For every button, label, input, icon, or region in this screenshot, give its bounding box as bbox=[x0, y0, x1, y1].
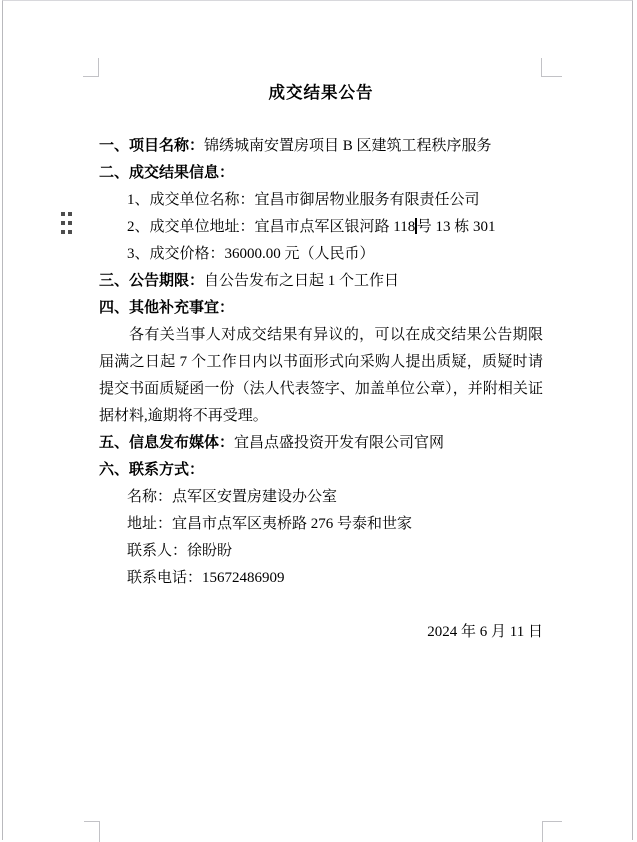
grip-dot bbox=[61, 230, 65, 234]
announcement-period-text: 自公告发布之日起 1 个工作日 bbox=[204, 273, 400, 289]
contact-address-line[interactable]: 地址：宜昌市点军区夷桥路 276 号泰和世家 bbox=[127, 516, 413, 532]
grip-dot bbox=[68, 230, 72, 234]
contact-label: 六、联系方式： bbox=[99, 462, 205, 478]
margin-crop-mark-top-left bbox=[83, 58, 99, 77]
document-text-area[interactable] bbox=[99, 79, 543, 646]
media-line[interactable] bbox=[99, 430, 543, 457]
project-name-label: 一、项目名称： bbox=[99, 138, 205, 154]
grip-dot bbox=[61, 212, 65, 216]
project-name-line[interactable] bbox=[99, 133, 543, 160]
contact-name-line[interactable]: 名称：点军区安置房建设办公室 bbox=[127, 489, 338, 505]
paragraph-drag-handle-icon[interactable] bbox=[61, 212, 72, 234]
address-text-before-cursor: 2、成交单位地址：宜昌市点军区银河路 118 bbox=[127, 219, 416, 235]
media-label: 五、信息发布媒体： bbox=[99, 435, 235, 451]
supplement-heading[interactable] bbox=[99, 295, 543, 322]
grip-dot bbox=[68, 221, 72, 225]
winner-address-line[interactable] bbox=[99, 214, 543, 241]
date-line[interactable]: 2024 年 6 月 11 日 bbox=[427, 624, 543, 640]
document-page[interactable] bbox=[2, 0, 633, 840]
supplement-label: 四、其他补充事宜： bbox=[99, 300, 235, 316]
contact-person-line[interactable]: 联系人：徐盼盼 bbox=[127, 543, 233, 559]
grip-dot bbox=[61, 221, 65, 225]
supplement-paragraph[interactable]: 各有关当事人对成交结果有异议的，可以在成交结果公告期限届满之日起 7 个工作日内以书面形式向采购人提出质疑，质疑时请提交书面质疑函一份（法人代表签字、加盖单位公章），并附相关证据材料,逾期将不再受理。 bbox=[99, 327, 543, 424]
price-line[interactable]: 3、成交价格：36000.00 元（人民币） bbox=[127, 246, 375, 262]
announcement-period-line[interactable] bbox=[99, 268, 543, 295]
address-text-after-cursor: 号 13 栋 301 bbox=[416, 219, 496, 235]
result-info-heading[interactable] bbox=[99, 160, 543, 187]
margin-crop-mark-bottom-left bbox=[84, 821, 100, 842]
contact-heading[interactable] bbox=[99, 457, 543, 484]
margin-crop-mark-top-right bbox=[541, 58, 562, 77]
grip-dot bbox=[68, 212, 72, 216]
announcement-period-label: 三、公告期限： bbox=[99, 273, 205, 289]
document-title: 成交结果公告 bbox=[268, 83, 374, 102]
margin-crop-mark-bottom-right bbox=[542, 821, 562, 842]
project-name-text: 锦绣城南安置房项目 B 区建筑工程秩序服务 bbox=[204, 138, 492, 154]
winner-name-line[interactable]: 1、成交单位名称：宜昌市御居物业服务有限责任公司 bbox=[127, 192, 480, 208]
media-text: 宜昌点盛投资开发有限公司官网 bbox=[234, 435, 445, 451]
contact-phone-line[interactable]: 联系电话：15672486909 bbox=[127, 570, 285, 586]
result-info-label: 二、成交结果信息： bbox=[99, 165, 235, 181]
